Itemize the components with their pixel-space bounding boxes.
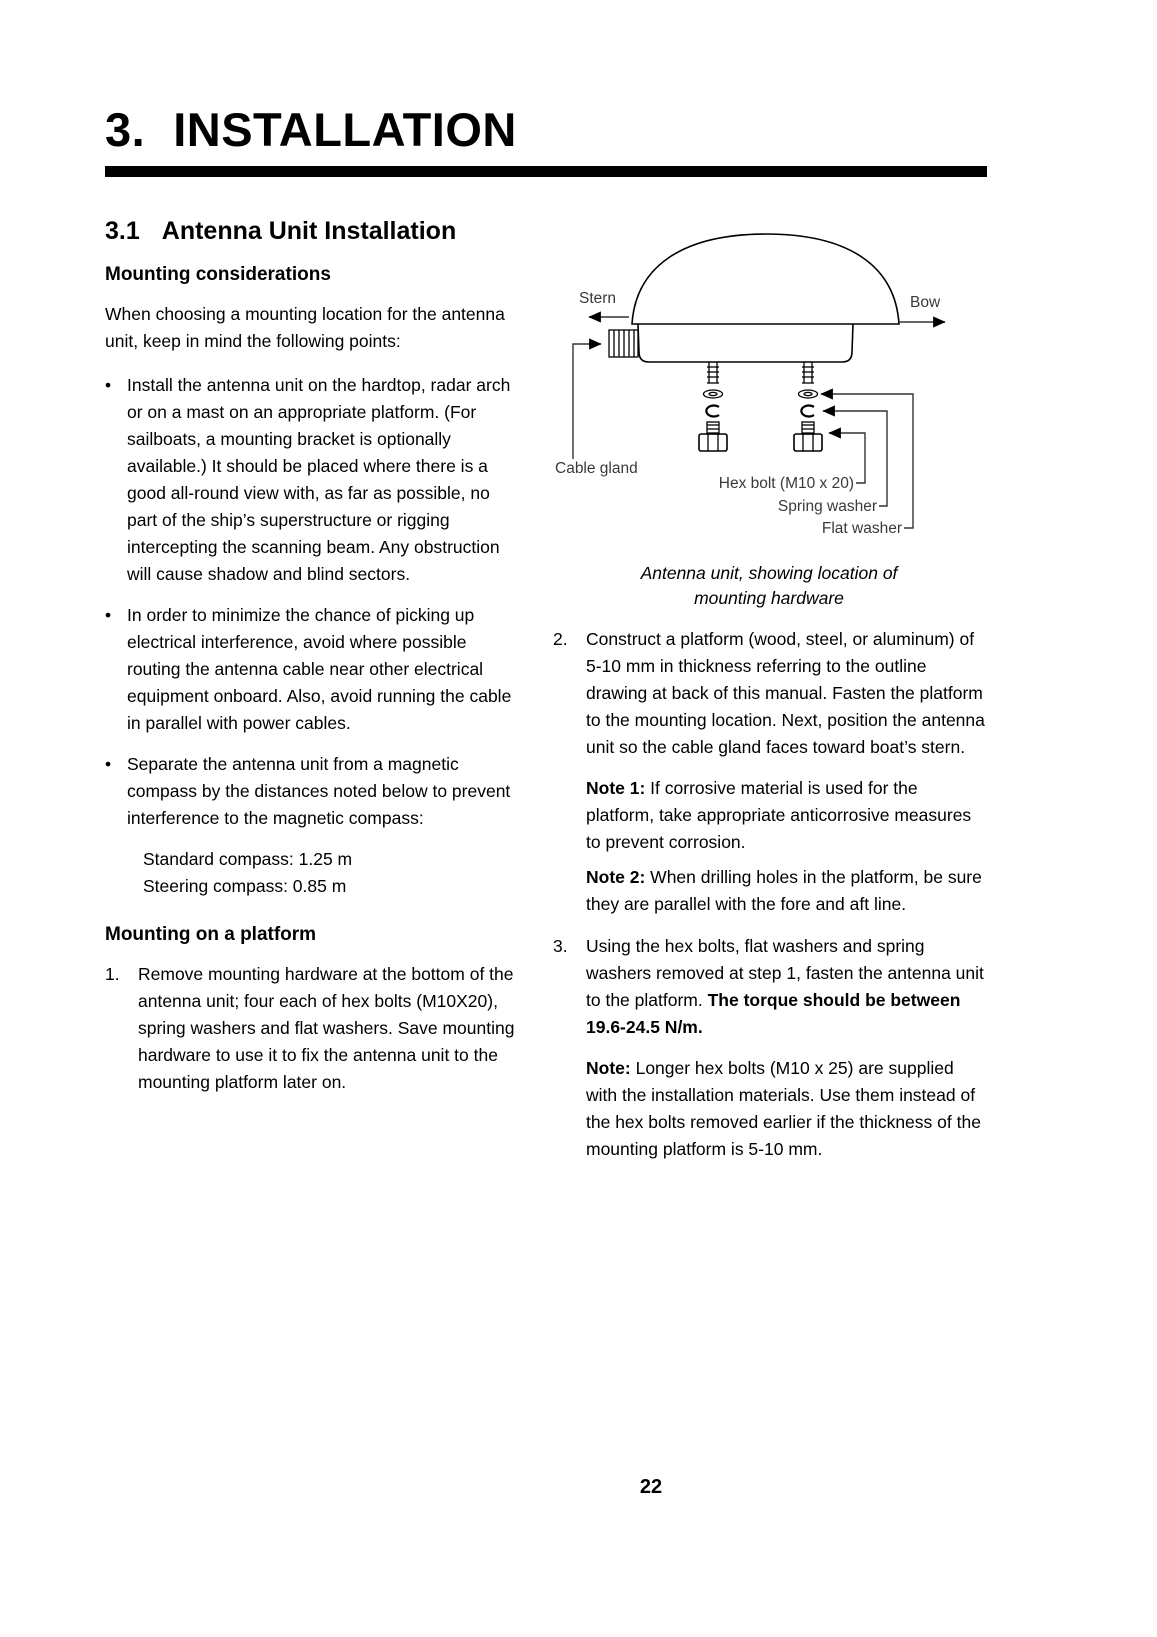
- flat-washer-icon-right: [799, 390, 818, 398]
- hex-bolt-icon-right: [794, 422, 822, 451]
- figure-label-stern: Stern: [579, 289, 617, 307]
- step-2: [553, 626, 985, 761]
- note-label: Note 2:: [586, 866, 646, 887]
- section-number: 3.1: [105, 216, 140, 245]
- considerations-heading: Mounting considerations: [105, 263, 331, 285]
- antenna-figure: [553, 226, 985, 611]
- step-number: 3.: [553, 935, 568, 956]
- figure-label-hex-bolt: Hex bolt (M10 x 20): [718, 474, 854, 492]
- step-number: 1.: [105, 963, 120, 984]
- step-number: 2.: [553, 628, 568, 649]
- chapter-name: INSTALLATION: [173, 103, 517, 156]
- step-text-bold: The torque should be between 19.6-24.5 N/m.: [586, 989, 961, 1037]
- note-text: If corrosive material is used for the platform, take appropriate anticorrosive measures to prevent corrosion.: [586, 777, 972, 852]
- step-text: Construct a platform (wood, steel, or aluminum) of 5-10 mm in thickness referring to the outline drawing at back of this manual. Fasten the platform to the mounting location. Next, position the antenna unit so the cable gland faces toward boat’s stern.: [586, 628, 985, 757]
- figure-label-cable-gland: Cable gland: [555, 459, 638, 477]
- platform-heading: Mounting on a platform: [105, 923, 317, 945]
- step-3: [553, 933, 985, 1041]
- antenna-dome: [632, 234, 899, 324]
- bullet-item: [105, 372, 523, 588]
- bullet-text: Install the antenna unit on the hardtop, radar arch or on a mast on an appropriate platform. (For sailboats, a mounting bracket is optionally available.) It should be placed where there is a good all-round view with, as far as possible, no part of the ship’s superstructure or rigging intercepting the scanning beam. Any obstruction will cause shadow and blind sectors.: [127, 374, 511, 584]
- considerations-bullet-list: [105, 372, 523, 832]
- bullet-text: In order to minimize the chance of picking up electrical interference, avoid where possible routing the antenna cable near other electrical equipment onboard. Also, avoid running the cable in parallel with power cables.: [127, 604, 512, 733]
- chapter-title: [105, 104, 987, 156]
- cable-gland-icon: [609, 330, 638, 357]
- compass-distance-standard: Standard compass: 1.25 m: [143, 848, 353, 869]
- figure-caption: [553, 561, 985, 611]
- note-3: [586, 1055, 985, 1163]
- figure-label-bow: Bow: [910, 293, 941, 311]
- antenna-base: [638, 324, 853, 362]
- right-column: [553, 226, 985, 1163]
- chapter-header: [105, 104, 987, 177]
- step-text: [586, 933, 985, 1041]
- two-column-layout: [105, 264, 987, 1163]
- compass-distances: [143, 846, 523, 900]
- section-title: Antenna Unit Installation: [161, 216, 457, 245]
- note-text: Longer hex bolts (M10 x 25) are supplied with the installation materials. Use them instead of the hex bolts removed earlier if the thickness of the mounting platform is 5-10 mm.: [586, 1057, 981, 1159]
- bullet-marker: •: [105, 604, 112, 625]
- note-text: When drilling holes in the platform, be sure they are parallel with the fore and aft line.: [586, 866, 982, 914]
- page-number: 22: [639, 1476, 663, 1498]
- considerations-intro: When choosing a mounting location for the antenna unit, keep in mind the following points:: [105, 303, 505, 351]
- step-text-normal: Using the hex bolts, flat washers and spring washers removed at step 1, fasten the antenna unit to the platform.: [586, 935, 984, 1010]
- threaded-stud-right: [802, 362, 814, 383]
- threaded-stud-left: [707, 362, 719, 383]
- note-label: Note:: [586, 1057, 631, 1078]
- cable-gland-pointer: [573, 344, 601, 459]
- hex-bolt-icon-left: [699, 422, 727, 451]
- figure-label-flat-washer: Flat washer: [821, 519, 902, 537]
- bullet-item: [105, 602, 523, 737]
- note-2: [586, 864, 985, 918]
- bullet-item: [105, 751, 523, 832]
- bullet-marker: •: [105, 374, 112, 395]
- spring-washer-icon-left: [706, 405, 719, 416]
- spring-washer-icon-right: [801, 405, 814, 416]
- note-1: [586, 775, 985, 856]
- left-column: [105, 264, 523, 1163]
- bullet-text: Separate the antenna unit from a magnetic compass by the distances noted below to prevent interference to the magnetic compass:: [127, 753, 511, 828]
- chapter-rule: [105, 166, 987, 177]
- figure-caption-line2: mounting hardware: [694, 587, 844, 608]
- chapter-number: 3.: [105, 103, 146, 156]
- bullet-marker: •: [105, 753, 112, 774]
- step-1: [105, 961, 523, 1096]
- step-text: Remove mounting hardware at the bottom of the antenna unit; four each of hex bolts (M10X20), spring washers and flat washers. Save mounting hardware to use it to fix the antenna unit to the mounting platform later on.: [138, 963, 515, 1092]
- antenna-diagram: [553, 226, 983, 544]
- compass-distance-steering: Steering compass: 0.85 m: [143, 875, 347, 896]
- note-label: Note 1:: [586, 777, 646, 798]
- figure-caption-line1: Antenna unit, showing location of: [640, 562, 898, 583]
- figure-label-spring-washer: Spring washer: [777, 497, 877, 515]
- flat-washer-icon-left: [704, 390, 723, 398]
- page-content: [105, 0, 987, 1498]
